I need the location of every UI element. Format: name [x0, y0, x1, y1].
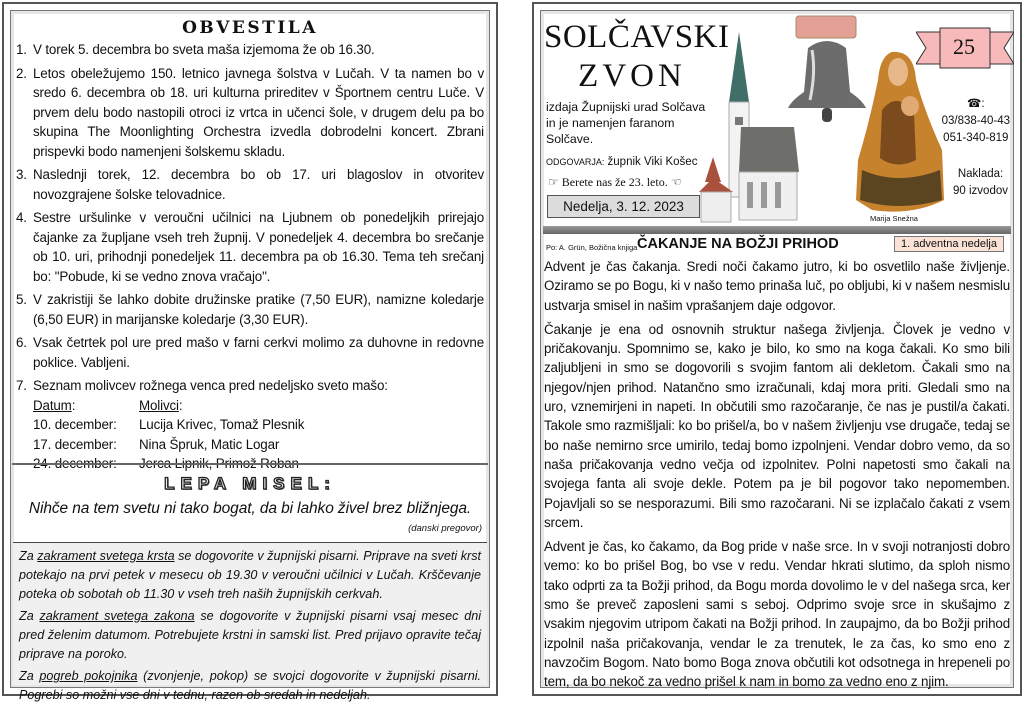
sacrament-name: zakrament svetega zakona — [39, 609, 195, 623]
issue-number-banner — [916, 26, 1014, 70]
item-number: 7. — [16, 378, 27, 393]
statue-caption: Marija Snežna — [870, 214, 918, 223]
row-names: Nina Špruk, Matic Logar — [139, 436, 280, 452]
text: Za — [19, 549, 38, 563]
item-text: Vsak četrtek pol ure pred mašo v farni cerkvi molimo za duhovne in redovne poklice. Vabljeni. — [33, 335, 484, 370]
newsletter-front-page — [532, 2, 1022, 696]
phone-number: 051-340-819 — [943, 132, 1009, 144]
item-text: Naslednji torek, 12. decembra bo ob 17. uri blagoslov in otvoritev novozgrajene šolske telovadnice. — [33, 167, 484, 202]
responsible-label: ODGOVARJA: — [546, 157, 605, 167]
thought-quote: Nihče na tem svetu ni tako bogat, da bi lahko živel brez bližnjega. — [28, 500, 472, 517]
sacraments-box — [13, 542, 487, 702]
reading-line — [548, 175, 682, 190]
row-date: 17. december: — [33, 436, 117, 452]
announcements-list — [16, 40, 484, 474]
circulation — [953, 166, 1008, 200]
row-date: 24. december: — [33, 456, 117, 471]
issue-number: 25 — [953, 34, 975, 59]
pointing-hand-left-icon: ☜ — [670, 175, 682, 189]
announcements-page — [2, 2, 498, 702]
text: Za — [19, 609, 40, 623]
item-number: 1. — [16, 42, 27, 57]
text: (zvonjenje, pokop) se svojci dogovorite v župnijski pisarni. Pogrebi so možni vse dni v tednu, razen ob sredah in nedeljah. — [19, 669, 481, 702]
masthead-line2: ZVON — [578, 58, 686, 94]
text: se dogovorite v župnijski pisarni. Priprave na sveti krst potekajo na prvi petek v mesecu ob 19.30 v veroučni učilnici v Lučah. Krščevanje poteka ob sobotah ob 11.30 v vseh treh naših župnijskih cerkvah. — [19, 549, 481, 601]
masthead — [544, 18, 730, 96]
list-item — [16, 64, 484, 162]
separator-bar — [543, 226, 1011, 234]
phone-icon: ☎: — [967, 98, 985, 110]
sacrament-name: zakrament svetega krsta — [37, 549, 175, 563]
list-item — [16, 165, 484, 204]
column-header-date: Datum: — [33, 397, 76, 413]
church-image — [699, 32, 799, 224]
thought-title: LEPA MISEL: — [164, 474, 336, 493]
list-item — [16, 333, 484, 372]
date-header-text: Datum — [33, 397, 72, 413]
rosary-table — [33, 396, 484, 474]
article-source: Po: A. Grün, Božična knjiga — [546, 243, 638, 252]
sacrament-funeral — [19, 667, 481, 705]
circulation-value: 90 izvodov — [953, 185, 1008, 197]
circulation-label: Naklada: — [957, 168, 1004, 180]
list-item — [16, 376, 484, 396]
row-names: Lucija Krivec, Tomaž Plesnik — [139, 417, 305, 432]
article-body — [544, 257, 1010, 697]
sacrament-baptism — [19, 547, 481, 604]
item-number: 5. — [16, 292, 27, 307]
responsible-name: župnik Viki Košec — [604, 156, 698, 168]
text: Za — [19, 669, 40, 683]
article-title: ČAKANJE NA BOŽJI PRIHOD — [637, 236, 839, 252]
list-item — [16, 290, 484, 329]
names-header-text: Molivci — [139, 397, 179, 413]
liturgical-tag: 1. adventna nedelja — [894, 236, 1004, 252]
row-names: Jerca Lipnik, Primož Roban — [139, 456, 299, 471]
reading-text: Berete nas že 23. leto. — [561, 175, 668, 189]
item-number: 4. — [16, 210, 27, 225]
article-paragraph: Čakanje je ena od osnovnih struktur našega življenja. Človek je vedno v pričakovanju. Spomnimo se, kako je bilo, ko smo na koga čakali. Ko smo bili zaljubljeni in smo se dogovorili s svojim fantom ali dekletom. Čakali smo na njegov/njen prihod. Natančno smo izračunali, kdaj mora priti. Gledali smo na uro, vznemirjeni in napeti. In občutili smo razočaranje, če nas je pustil/a čakati. Takole smo razmišljali: ko bo prišel/a, bo v našem življenju vse drugače, tedaj se bo naše nemirno srce umirilo, tedaj bomo izpolnjeni. Vendar dobro vemo, da so naša pričakovanja vedno večja od izpolnitev. Polni napetosti smo čakali na svojega fanta ali svoje dekle. Potem pa je bil pogovor tako nepomemben. Pojavljali so se nesporazumi. Bili smo razočarani. Ni se izplačalo čakati z vsem srcem. — [544, 321, 1010, 530]
item-text: Letos obeležujemo 150. letnico javnega šolstva v Lučah. V ta namen bo v sredo 6. decembra ob 18. uri kulturna prireditev v Športnem centru Luče. V prvem delu bodo nastopili otroci iz vrtca in učenci šole, v drugem delu pa bo skupina The Moonlighting Orchestra izvedla dobrodelni koncert. Zbrani prispevki bodo namenjeni šolskemu skladu. — [33, 65, 484, 159]
item-number: 6. — [16, 335, 27, 350]
text: se dogovorite v župnijski pisarni vsaj mesec dni pred želenim datumom. Potrebujete krstni in samski list. Pred prijavo opravite tečaj priprave na poroko. — [19, 609, 482, 661]
responsible-line — [546, 156, 697, 168]
announcements-title: OBVESTILA — [182, 18, 318, 38]
list-item — [16, 208, 484, 286]
pointing-hand-right-icon: ☞ — [548, 175, 559, 189]
divider — [12, 463, 488, 465]
row-date: 10. december: — [33, 417, 117, 432]
phone-number: 03/838-40-43 — [941, 115, 1010, 127]
statue-image — [852, 50, 946, 216]
publisher-text: izdaja Župnijski urad Solčava in je namenjen faranom Solčave. — [546, 100, 706, 146]
column-header-names: Molivci: — [139, 397, 183, 413]
thought-source: (danski pregovor) — [408, 523, 482, 534]
article-paragraph: Advent je čas čakanja. Sredi noči čakamo jutro, ki bo osvetlilo naše življenje. Oziramo se po Bogu, ki v našo temo prinaša luč, po obljubi, ki v našem nesmislu ustvarja smisel in našim vprašanjem daje odgovor. — [544, 259, 1010, 313]
item-text: V zakristiji še lahko dobite družinske pratike (7,50 EUR), namizne koledarje (6,50 EUR) in marijanske koledarje (3,30 EUR). — [33, 292, 484, 327]
item-number: 3. — [16, 167, 27, 182]
sacrament-marriage — [19, 607, 481, 664]
issue-date: Nedelja, 3. 12. 2023 — [547, 195, 700, 218]
item-text: Sestre uršulinke v veroučni učilnici na Ljubnem ob ponedeljkih prirejajo čajanke za župljane vseh treh župnij. V ponedeljek 4. decembra bo srečanje ob 10. uri, prihodnji ponedeljek 11. decembra pa ob 16.30. Tema teh srečanj bo: "Pobude, ki se vedno znova vračajo". — [33, 210, 484, 284]
masthead-line1: SOLČAVSKI — [544, 19, 730, 55]
item-number: 2. — [16, 65, 27, 81]
item-text: V torek 5. decembra bo sveta maša izjemoma že ob 16.30. — [33, 42, 375, 57]
sacrament-name: pogreb pokojnika — [39, 669, 138, 683]
item-text: Seznam molivcev rožnega venca pred nedeljsko sveto mašo: — [33, 378, 388, 393]
list-item — [16, 40, 484, 60]
phones — [942, 96, 1010, 147]
article-paragraph: Advent je čas, ko čakamo, da Bog pride v naše srce. In v svoji notranjosti dobro vemo: ko bo prišel Bog, bo vse v redu. Vendar hkrati slutimo, da sploh nismo tako odprti za ta Božji prihod, da Bogu morda dovolimo le v del našega srca, ker smo še preveč zaposleni sami s seboj. Odprimo svoje srce in skušajmo z vsakim njegovim utripom čakati na Božji prihod. In zaupajmo, da bo Božji prihod izpolnil naša pričakovanja, vendar le za trenutek, le za čas, ko smo eno z navzočim Bogom. Nato bomo Boga znova občutili kot odsotnega in hrepeneli po tem, da bo nekoč za vedno prišel k nam in bomo za vedno eno z njim. — [544, 539, 1010, 690]
